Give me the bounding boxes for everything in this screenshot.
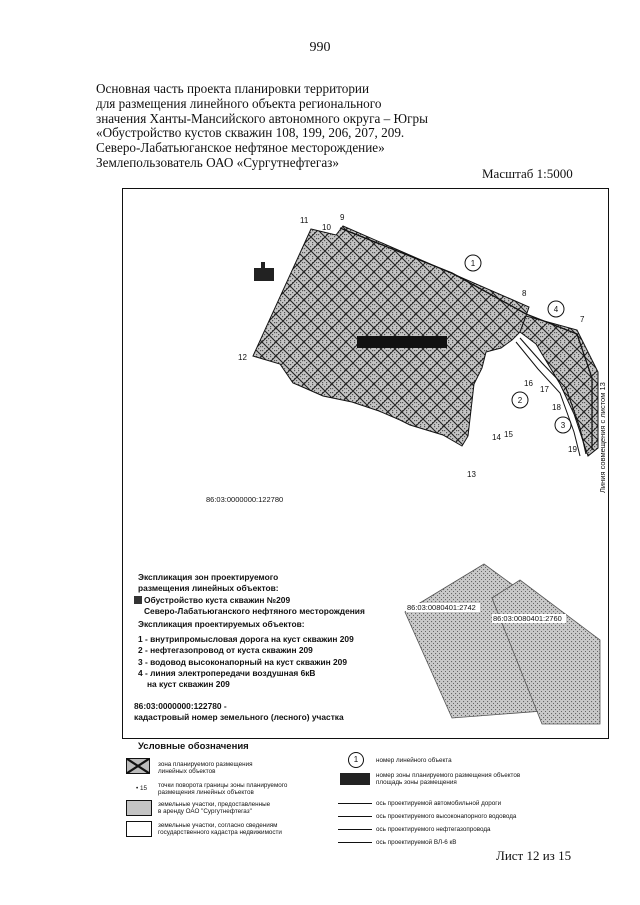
- legend-turn-text: [158, 782, 287, 797]
- legend-power-line: [338, 842, 372, 843]
- legend-cadastre-line: государственного кадастра недвижимости: [158, 829, 282, 837]
- cadastral-label-inset-2: 86:03:0080401:2760: [493, 614, 562, 623]
- point-label-8: 8: [522, 289, 527, 298]
- legend-oil-text: ось проектируемого нефтегазопровода: [376, 826, 491, 833]
- legend-cadastre-swatch: [126, 821, 152, 837]
- legend-object-number-icon: 1: [348, 752, 364, 768]
- point-label-11: 11: [300, 216, 309, 225]
- legend-oil-line: [338, 829, 372, 830]
- legend-turn-line: размещения линейных объектов: [158, 789, 254, 797]
- legend-lease-swatch: [126, 800, 152, 816]
- point-label-12: 12: [238, 353, 247, 362]
- point-label-13: 13: [467, 470, 476, 479]
- legend-zone-swatch: [126, 758, 150, 774]
- legend-power-text: ось проектируемой ВЛ-6 кВ: [376, 839, 457, 846]
- legend-cadastre-line: земельные участки, согласно сведениям: [158, 822, 278, 829]
- cadastral-note-line: кадастровый номер земельного (лесного) участка: [134, 712, 344, 723]
- zone-swatch: [134, 596, 142, 604]
- point-label-17: 17: [540, 385, 549, 394]
- zone-marker-west: [254, 268, 274, 281]
- zone-number-label: [357, 336, 447, 348]
- cadastral-label-main: 86:03:0000000:122780: [206, 495, 284, 504]
- legend-turn-marker: • 15: [136, 785, 147, 792]
- explication-objects-title: Экспликация проектируемых объектов:: [138, 619, 305, 629]
- page-number: 990: [309, 40, 331, 55]
- zone-item-line: Северо-Лабатьюганского нефтяного месторождения: [144, 606, 365, 617]
- explication-zones-title-line: Экспликация зон проектируемого: [138, 572, 279, 582]
- point-label-18: 18: [552, 403, 561, 412]
- point-label-9: 9: [340, 213, 345, 222]
- title-line: Северо-Лабатьюганское нефтяное месторождение»: [96, 140, 385, 156]
- title-line: «Обустройство кустов скважин 108, 199, 206, 207, 209.: [96, 125, 405, 141]
- object-marker-2: 2: [517, 396, 523, 405]
- legend-lease-line: земельные участки, предоставленные: [158, 801, 271, 808]
- legend-zone-number-icon: [340, 773, 370, 785]
- legend-lease-text: [158, 801, 270, 816]
- title-line: Основная часть проекта планировки территории: [96, 81, 370, 96]
- zone-marker-west-tab: [261, 262, 265, 269]
- point-label-14: 14: [492, 433, 501, 442]
- explication-zones-title-line: размещения линейных объектов:: [138, 583, 279, 594]
- legend-zone-number-line: номер зоны планируемого размещения объектов: [376, 772, 521, 779]
- point-label-15: 15: [504, 430, 513, 439]
- legend-zone-line: линейных объектов: [158, 768, 216, 776]
- point-label-19: 19: [568, 445, 577, 454]
- point-label-7: 7: [580, 315, 585, 324]
- legend-water-line: [338, 816, 372, 817]
- legend-zone-number-line: площадь зоны размещения: [376, 779, 457, 787]
- object-marker-4: 4: [553, 305, 559, 314]
- object-item: на куст скважин 209: [147, 679, 230, 690]
- point-label-16: 16: [524, 379, 533, 388]
- title-line: значения Ханты-Мансийского автономного округа – Югры: [96, 110, 428, 126]
- explication-objects-list: [138, 634, 354, 690]
- object-item: 2 - нефтегазопровод от куста скважин 209: [138, 645, 313, 656]
- explication-zones-title: [138, 572, 279, 595]
- legend-zone-line: зона планируемого размещения: [158, 761, 253, 768]
- legend-zone-number-text: [376, 772, 520, 787]
- point-label-10: 10: [322, 223, 331, 232]
- cadastral-label-inset-1: 86:03:0080401:2742: [407, 603, 476, 612]
- legend-zone-text: [158, 761, 253, 776]
- legend-lease-line: в аренду ОАО "Сургутнефтегаз": [158, 808, 252, 816]
- alignment-line-label: Линия совмещения с листом 13: [598, 382, 607, 493]
- legend-object-number-text: номер линейного объекта: [376, 757, 452, 764]
- explication-zone-item: [144, 595, 365, 618]
- cadastral-note: [134, 701, 344, 724]
- title-line: Землепользователь ОАО «Сургутнефтегаз»: [96, 154, 339, 170]
- object-item: 1 - внутрипромысловая дорога на куст скважин 209: [138, 634, 354, 644]
- title-line: для размещения линейного объекта регионального: [96, 95, 382, 111]
- map-scale: Масштаб 1:5000: [482, 166, 573, 181]
- object-item: 4 - линия электропередачи воздушная 6кВ: [138, 667, 316, 678]
- object-marker-1: 1: [470, 259, 476, 268]
- object-item: 3 - водовод высоконапорный на куст скважин 209: [138, 656, 347, 667]
- document-title: [96, 82, 476, 171]
- legend-title: Условные обозначения: [138, 741, 249, 752]
- sheet-number: Лист 12 из 15: [496, 848, 572, 863]
- legend-road-line: [338, 803, 372, 804]
- legend-cadastre-text: [158, 822, 282, 837]
- legend-turn-line: точки поворота границы зоны планируемого: [158, 782, 288, 789]
- object-marker-3: 3: [560, 421, 566, 430]
- legend-water-text: ось проектируемого высоконапорного водовода: [376, 813, 517, 820]
- cadastral-note-line: 86:03:0000000:122780 -: [134, 701, 227, 711]
- zone-item-line: Обустройство куста скважин №209: [144, 595, 291, 605]
- legend-road-text: ось проектируемой автомобильной дороги: [376, 800, 502, 807]
